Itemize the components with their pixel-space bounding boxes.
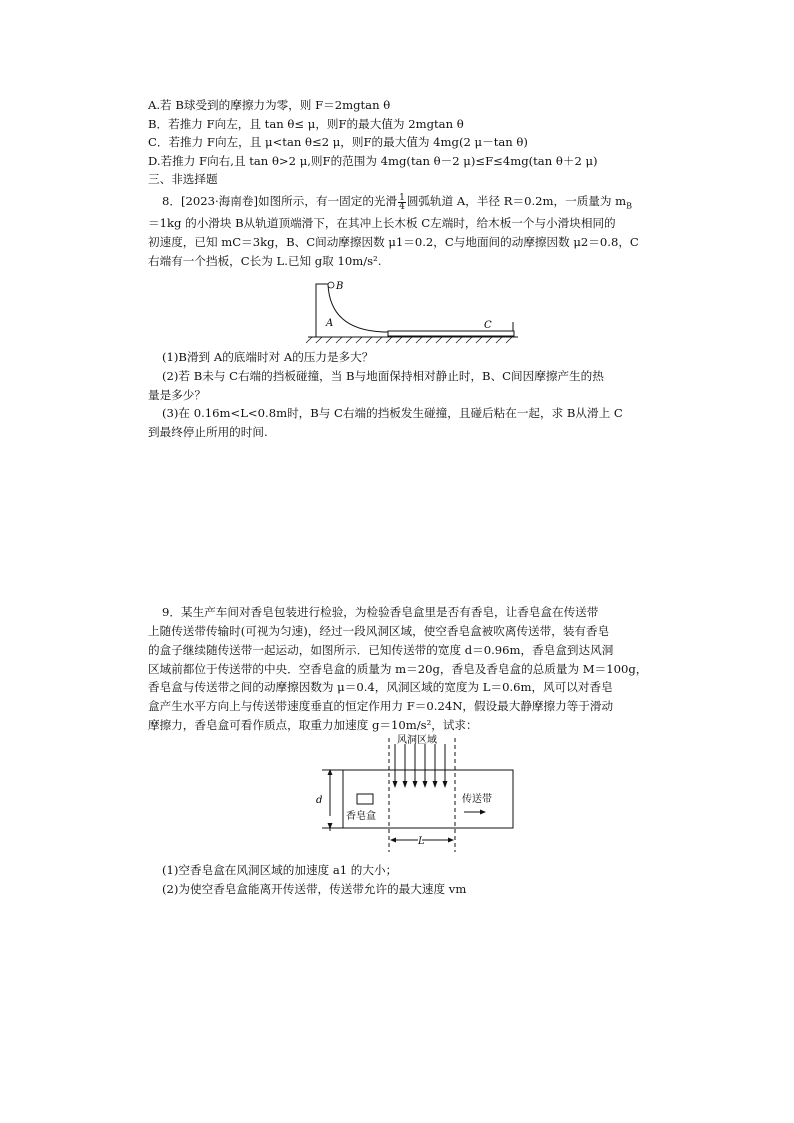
q8-sub-3a: (3)在 0.16m<L<0.8m时，B与 C右端的挡板发生碰撞，且碰后粘在一起，求 B从滑上 C (162, 406, 623, 420)
q8-sub-2b: 量是多少？ (148, 388, 206, 402)
q8-sub-3b: 到最终停止所用的时间. (148, 425, 268, 439)
label-c: C (484, 320, 492, 331)
q9-sub-1: (1)空香皂盒在风洞区域的加速度 a1 的大小； (162, 863, 398, 877)
q8-line-3: 初速度，已知 mC＝3kg，B、C间动摩擦因数 μ1＝0.2，C与地面间的动摩擦因数 μ2＝0.8，C (148, 235, 639, 249)
q9-line-4: 区域前都位于传送带的中央．空香皂盒的质量为 m＝20g，香皂及香皂盒的总质量为 M＝100g， (148, 662, 648, 676)
q9-line-7: 摩擦力，香皂盒可看作质点，取重力加速度 g＝10m/s²，试求： (148, 718, 478, 732)
q8-line-1: 8．[2023·海南卷]如图所示，有一固定的光滑 $\frac{1}{4}$ 圆弧轨道 A，半径 R＝0.2m，一质量为 $m_B$ (162, 192, 633, 212)
section-title: 三、非选择题 (148, 172, 218, 186)
option-a: A.若 B球受到的摩擦力为零，则 F＝2mgtan θ (148, 98, 391, 112)
q8-sub-1: (1)B滑到 A的底端时对 A的压力是多大？ (162, 350, 374, 364)
label-soap-box: 香皂盒 (346, 811, 376, 822)
q8-line-4: 右端有一个挡板，C长为 L.已知 g取 10m/s². (148, 254, 382, 268)
option-b: B．若推力 F向左，且 tan θ≤ μ，则F的最大值为 2mgtan θ (148, 117, 464, 131)
q8-sub-2a: (2)若 B未与 C右端的挡板碰撞，当 B与地面保持相对静止时，B、C间因摩擦产生的热 (162, 369, 604, 383)
q9-sub-2: (2)为使空香皂盒能离开传送带，传送带允许的最大速度 vm (162, 882, 467, 896)
label-l: L (418, 836, 425, 847)
label-b: B (336, 281, 344, 292)
q9-line-6: 盒产生水平方向上与传送带速度垂直的恒定作用力 F＝0.24N，假设最大静摩擦力等于滑动 (148, 699, 614, 713)
q9-line-5: 香皂盒与传送带之间的动摩擦因数为 μ＝0.4，风洞区域的宽度为 L＝0.6m，风可以对香皂 (148, 680, 613, 694)
label-conveyor: 传送带 (462, 794, 492, 805)
option-d: D.若推力 F向右,且 tan θ>2 μ,则F的范围为 4mg(tan θ－2 μ)≤F≤4mg(tan θ＋2 μ) (148, 154, 598, 168)
option-c: C．若推力 F向左，且 μ<tan θ≤2 μ，则F的最大值为 4mg(2 μ－tan θ) (148, 135, 528, 149)
q9-line-1: 9．某生产车间对香皂包装进行检验，为检验香皂盒里是否有香皂，让香皂盒在传送带 (162, 605, 599, 619)
label-wind-region: 风洞区域 (397, 735, 437, 746)
q9-line-3: 的盒子继续随传送带一起运动，如图所示．已知传送带的宽度 d＝0.96m，香皂盒到达风洞 (148, 643, 614, 657)
label-a: A (326, 318, 334, 329)
q9-line-2: 上随传送带传输时(可视为匀速)，经过一段风洞区域，使空香皂盒被吹离传送带，装有香皂 (148, 624, 610, 638)
q8-line-2: ＝1kg 的小滑块 B从轨道顶端滑下，在其冲上长木板 C左端时，给木板一个与小滑块相同的 (148, 216, 616, 230)
fraction-one-quarter: $\frac{1}{4}$ (399, 192, 405, 212)
label-d: d (316, 795, 323, 806)
